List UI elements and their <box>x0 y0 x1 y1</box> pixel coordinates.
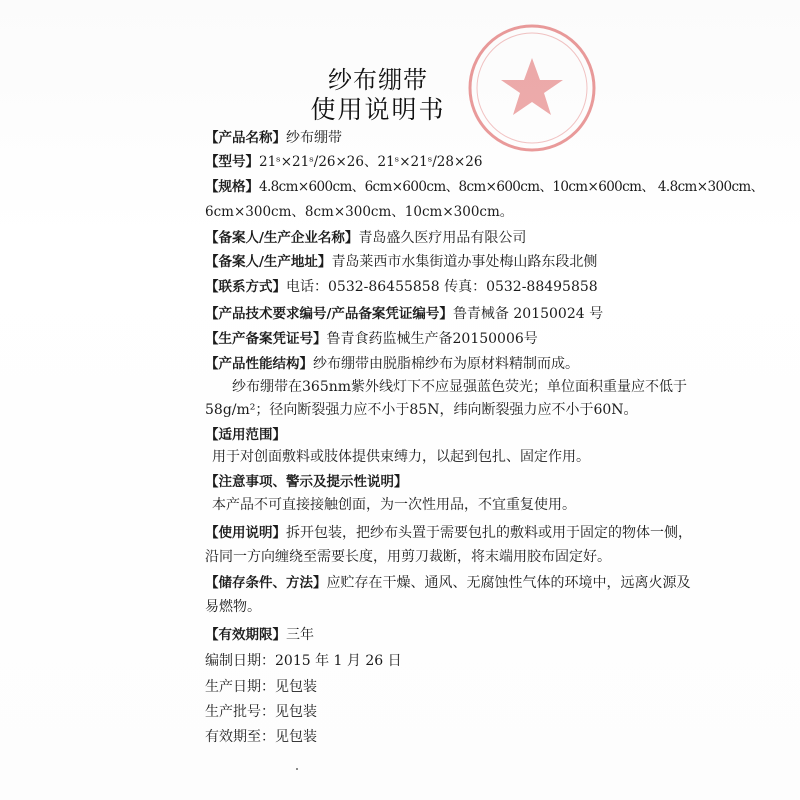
contact-label: 【联系方式】 <box>205 279 286 295</box>
storage-value-1: 应贮存在干燥、通风、无腐蚀性气体的环境中，远离火源及 <box>326 575 691 591</box>
tech-req-value: 鲁青械备 20150024 号 <box>452 306 604 322</box>
expiry-date: 有效期至：见包装 <box>205 729 317 745</box>
validity-value: 三年 <box>286 627 314 643</box>
tech-req-line <box>205 302 603 323</box>
performance-value: 纱布绷带由脱脂棉纱布为原材料精制而成。 <box>313 356 579 372</box>
scope-value: 用于对创面敷料或肢体提供束缚力，以起到包扎、固定作用。 <box>212 449 590 465</box>
usage-value-2: 沿同一方向缠绕至需要长度，用剪刀裁断，将末端用胶布固定好。 <box>205 549 611 565</box>
storage-line <box>205 571 691 592</box>
model-label: 【型号】 <box>205 154 259 170</box>
registrant-label: 【备案人/生产企业名称】 <box>205 230 359 246</box>
product-name-value: 纱布绷带 <box>286 130 342 146</box>
batch-number: 生产批号：见包装 <box>205 704 317 720</box>
address-value: 青岛莱西市水集街道办事处梅山路东段北侧 <box>331 254 598 270</box>
compiled-date: 编制日期：2015 年 1 月 26 日 <box>205 653 402 669</box>
spec-value-1: 4.8cm×600cm、6cm×600cm、8cm×600cm、10cm×600cm、 4.8cm×300cm、 <box>259 179 764 195</box>
performance-line <box>205 352 579 373</box>
spec-label: 【规格】 <box>205 179 259 195</box>
address-label: 【备案人/生产地址】 <box>205 254 332 270</box>
performance-detail-1: 纱布绷带在365nm紫外线灯下不应显强蓝色荧光；单位面积重量应不低于 <box>232 379 688 395</box>
spec-value-2: 6cm×300cm、8cm×300cm、10cm×300cm。 <box>205 204 514 220</box>
doc-subtitle: 使用说明书 <box>310 95 446 124</box>
usage-line <box>205 521 692 542</box>
doc-title: 纱布绷带 <box>328 66 428 94</box>
address-line <box>205 250 597 271</box>
prod-cert-label: 【生产备案凭证号】 <box>205 331 327 347</box>
product-name-line <box>205 126 342 147</box>
warnings-value: 本产品不可直接接触创面，为一次性用品，不宜重复使用。 <box>212 497 576 513</box>
registrant-line <box>205 226 526 247</box>
validity-label: 【有效期限】 <box>205 627 286 643</box>
contact-value: 电话：0532-86455858 传真：0532-88495858 <box>286 279 598 295</box>
performance-label: 【产品性能结构】 <box>205 356 313 372</box>
storage-label: 【储存条件、方法】 <box>205 575 327 591</box>
performance-detail-2: 58g/m²；径向断裂强力应不小于85N，纬向断裂强力应不小于60N。 <box>205 402 638 418</box>
prod-cert-value: 鲁青食药监械生产备20150006号 <box>326 331 538 347</box>
usage-label: 【使用说明】 <box>205 525 286 541</box>
prod-cert-line <box>205 327 538 348</box>
warnings-heading <box>205 470 408 490</box>
product-name-label: 【产品名称】 <box>205 130 286 146</box>
contact-line <box>205 275 598 296</box>
warnings-label: 【注意事项、警示及提示性说明】 <box>205 474 408 490</box>
production-date: 生产日期：见包装 <box>205 679 317 695</box>
speck-mark <box>296 768 298 770</box>
scope-label: 【适用范围】 <box>205 427 286 443</box>
storage-value-2: 易燃物。 <box>205 599 261 615</box>
spec-line <box>205 175 764 195</box>
scope-heading <box>205 423 286 443</box>
usage-value-1: 拆开包装，把纱布头置于需要包扎的敷料或用于固定的物体一侧， <box>286 525 692 541</box>
model-value: 21ˢ×21ˢ/26×26、21ˢ×21ˢ/28×26 <box>259 154 483 170</box>
validity-line <box>205 623 314 644</box>
registrant-value: 青岛盛久医疗用品有限公司 <box>358 230 527 246</box>
tech-req-label: 【产品技术要求编号/产品备案凭证编号】 <box>205 306 453 322</box>
model-line <box>205 150 482 170</box>
